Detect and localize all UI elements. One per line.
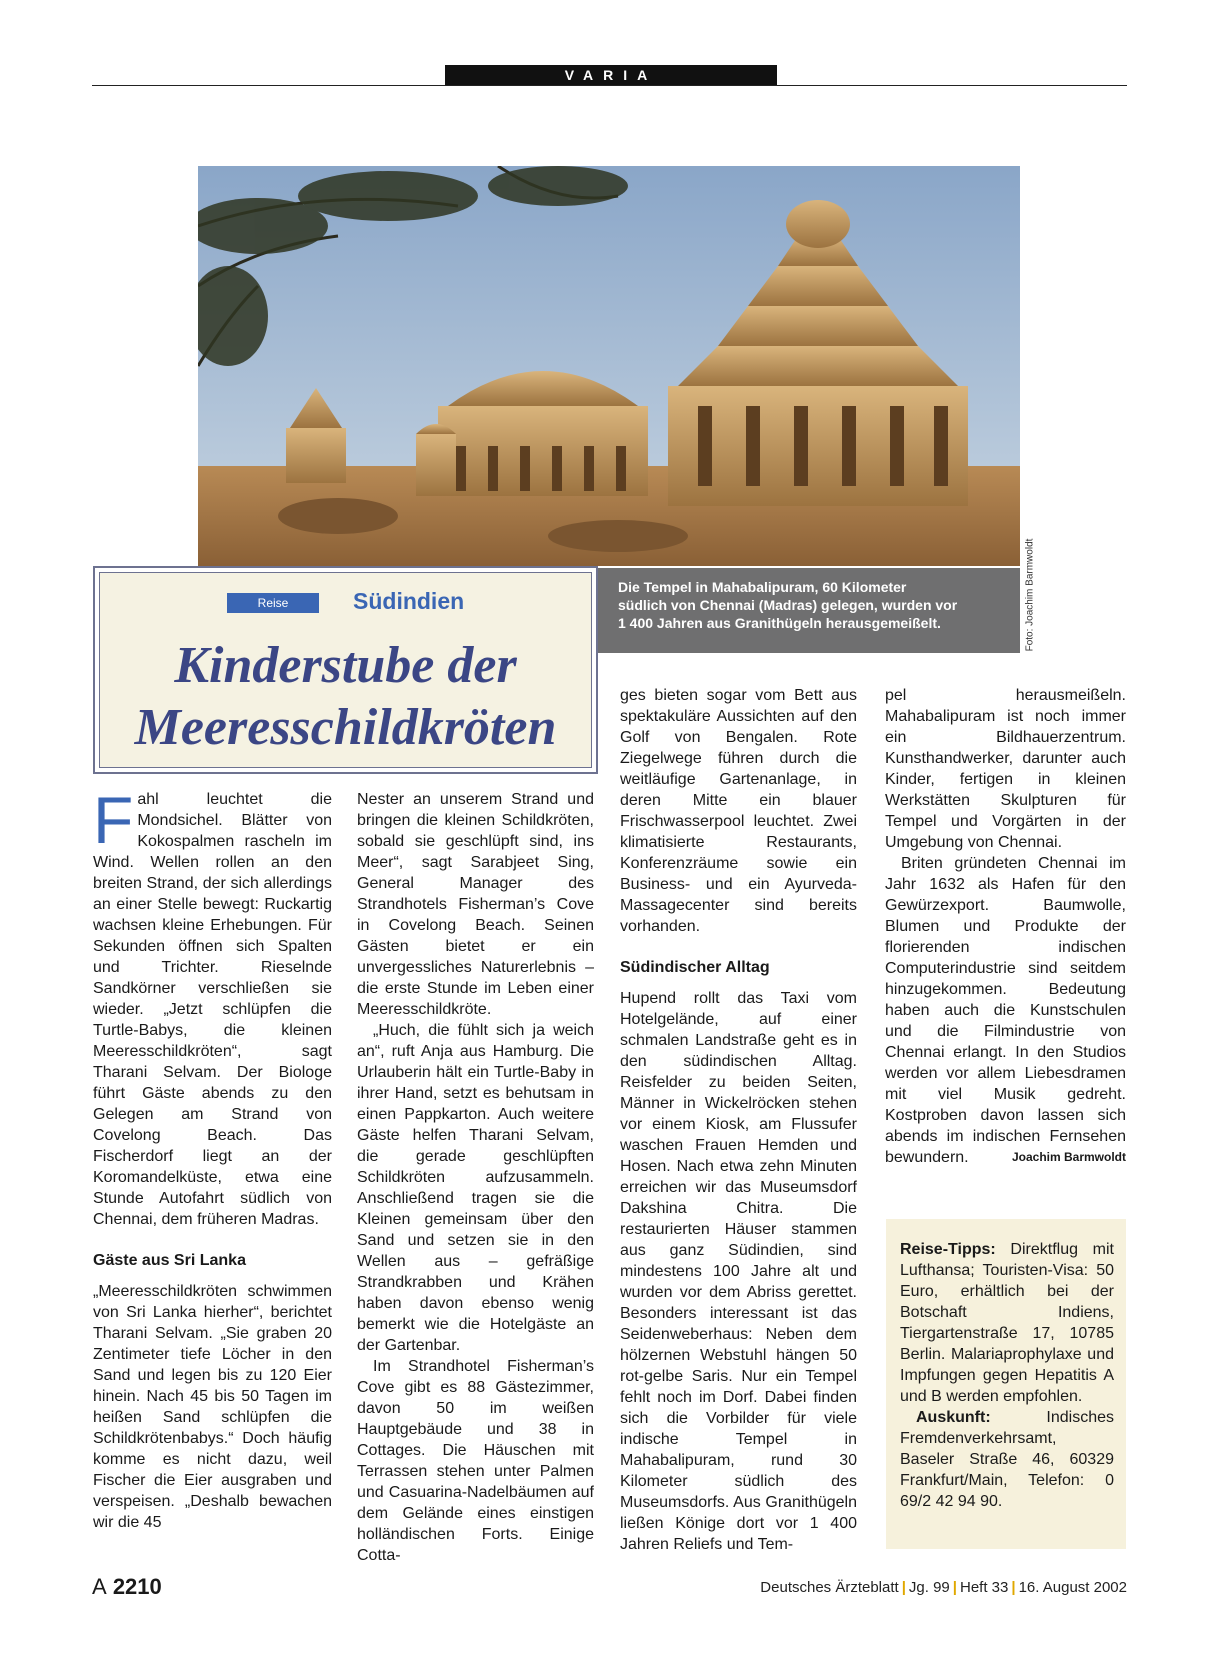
- title-box: [93, 566, 598, 774]
- issue-date: 16. August 2002: [1018, 1579, 1127, 1596]
- paragraph: Nester an unserem Strand und bringen die kleinen Schildkröten, sobald sie geschlüpft sind, ins Meer“, sagt Sarabjeet Sing, General Manager des Strandhotels Fisherman’s Cove in Covelong Beach. Seinen Gästen bietet er ein unvergessliches Naturerlebnis – die erste Stunde im Leben einer Meeresschildkröte.: [357, 791, 594, 1018]
- text-column-1: [93, 783, 332, 1533]
- temple-photo: [198, 166, 1020, 566]
- photo-caption: [596, 568, 1020, 653]
- paragraph: pel herausmeißeln. Mahabalipuram ist noch immer ein Bildhauerzentrum. Kunsthandwerker, darunter auch Kinder, fertigen in kleinen Werkstätten Skulpturen für Tempel und Vorgärten in der Umgebung von Chennai.: [885, 687, 1126, 851]
- footer-citation: Deutsches Ärzteblatt | Jg. 99 | Heft 33 | 16. August 2002: [760, 1579, 1127, 1596]
- paragraph: Hupend rollt das Taxi vom Hotelgelände, auf einer schmalen Landstraße geht es in den südindischen Alltag. Reisfelder zu beiden Seiten, Männer in Wickelröcken stehen vor einem Kiosk, am Flussufer waschen Frauen Hemden und Hosen. Nach etwa zehn Minuten erreichen wir das Museumsdorf Dakshina Chitra. Die restaurierten Häuser stammen aus ganz Südindien, sind mindestens 100 Jahre alt und wurden vor dem Abriss gerettet. Besonders interessant ist das Seidenweberhaus: Neben dem hölzernen Webstuhl hängen 50 rot-gelbe Saris. Nur ein Tempel fehlt noch im Dorf. Dabei finden sich die Vorbilder für viele indische Tempel in Mahabalipuram, rund 30 Kilometer südlich des Museumsdorfs. Aus Granithügeln ließen Könige dort vor 1 400 Jahren Reliefs und Tem-: [620, 990, 857, 1553]
- author-signature: Joachim Barmwoldt: [1011, 1150, 1126, 1164]
- photo-credit: Foto: Joachim Barmwoldt: [1024, 538, 1036, 651]
- subheading: Südindischer Alltag: [620, 959, 770, 976]
- drop-cap: F: [93, 783, 134, 857]
- section-tag: Reise: [227, 593, 319, 613]
- journal-name: Deutsches Ärzteblatt: [760, 1579, 899, 1596]
- subheading: Gäste aus Sri Lanka: [93, 1252, 246, 1269]
- caption-line: südlich von Chennai (Madras) gelegen, wurden vor: [618, 597, 958, 613]
- header-rule: [92, 85, 1127, 86]
- article-subtitle: Südindien: [353, 588, 465, 614]
- paragraph: ahl leuchtet die Mondsichel. Blätter von Kokospalmen rascheln im Wind. Wellen rollen an den breiten Strand, der sich allerdings an einer Stelle bewegt: Ruckartig wachsen kleine Erhebungen. Für Sekunden öffnen sich Spalten und Trichter. Rieselnde Sandkörner verschließen sie wieder. „Jetzt schlüpfen die Turtle-Babys, die kleinen Meeresschildkröten“, sagt Tharani Selvam. Der Biologe führt Gäste abends zu den Gelegen am Strand von Covelong Beach. Das Fischerdorf liegt an der Koromandelküste, etwa eine Stunde Autofahrt südlich von Chennai, dem früheren Madras.: [93, 791, 332, 1228]
- page-number: 2210: [112, 1574, 162, 1599]
- paragraph: Im Strandhotel Fisherman’s Cove gibt es 88 Gästezimmer, davon 50 im weißen Hauptgebäude und 38 in Cottages. Die Häuschen mit Terrassen stehen unter Palmen und Casuarina-Nadelbäumen auf dem Gelände eines einstigen holländischen Forts. Einige Cotta-: [357, 1358, 594, 1564]
- caption-line: Die Tempel in Mahabalipuram, 60 Kilometer: [618, 579, 907, 595]
- paragraph: „Huch, die fühlt sich ja weich an“, ruft Anja aus Hamburg. Die Urlauberin hält ein Turtle-Baby in ihrer Hand, setzt es behutsam in einen Pappkarton. Auch weitere Gäste helfen Tharani Selvam, die gerade geschlüpften Schildkröten aufzusammeln. Anschließend tragen sie die Kleinen gemeinsam über den Sand und setzen sie in den Wellen aus – gefräßige Strandkrabben und Krähen haben davon ebenso wenig bemerkt wie die Hotelgäste an der Gartenbar.: [357, 1022, 594, 1354]
- text-column-4: [885, 685, 1126, 1168]
- text-column-3: [620, 685, 857, 1555]
- issue: Heft 33: [959, 1579, 1009, 1596]
- text-column-2: [357, 789, 594, 1566]
- info-label: Auskunft:: [916, 1409, 991, 1426]
- travel-tips-box: [886, 1219, 1126, 1549]
- paragraph: ges bieten sogar vom Bett aus spektakuläre Aussichten auf den Golf von Bengalen. Rote Ziegelwege führen durch die weitläufige Gartenanlage, in deren Mitte ein blauer Frischwasserpool leuchtet. Zwei klimatisierte Restaurants, Konferenzräume sowie ein Business- und ein Ayurveda-Massagecenter sind bereits vorhanden.: [620, 687, 857, 935]
- page-folio: A 2210: [92, 1574, 162, 1599]
- headline-line: Kinderstube der: [174, 637, 517, 694]
- paragraph: „Meeresschildkröten schwimmen von Sri Lanka hierher“, berichtet Tharani Selvam. „Sie graben 20 Zentimeter tiefe Löcher in den Sand und legen bis zu 120 Eier hinein. Nach 45 bis 50 Tagen im heißen Sand schlüpfen die Schildkrötenbabys.“ Doch häufig komme es nicht dazu, weil Fischer die Eier ausgraben und verspeisen. „Deshalb bewachen wir die 45: [93, 1283, 332, 1531]
- info-paragraph: Auskunft: Indisches Fremdenverkehrsamt, Baseler Straße 46, 60329 Frankfurt/Main, Telefon: 0 69/2 42 94 90.: [900, 1409, 1114, 1510]
- tips-paragraph: Reise-Tipps: Direktflug mit Lufthansa; Touristen-Visa: 50 Euro, erhältlich bei der Botschaft Indiens, Tiergartenstraße 17, 10785 Berlin. Malariaprophylaxe und Impfungen gegen Hepatitis A und B werden empfohlen.: [900, 1241, 1114, 1405]
- paragraph: Briten gründeten Chennai im Jahr 1632 als Hafen für den Gewürzexport. Baumwolle, Blumen und Produkte der florierenden indischen Computerindustrie sind seitdem hinzugekommen. Bedeutung haben auch die Kunstschulen und die Filmindustrie von Chennai erlangt. In den Studios werden vor allem Liebesdramen mit viel Musik gedreht. Kostproben davon lassen sich abends im indischen Fernsehen bewundern. Joachim Barmwoldt: [885, 855, 1126, 1166]
- article-headline: [100, 635, 591, 759]
- headline-line: Meeresschildkröten: [134, 699, 557, 756]
- caption-line: 1 400 Jahren aus Granithügeln herausgemeißelt.: [618, 615, 941, 631]
- section-label: VARIA: [445, 65, 777, 85]
- volume: Jg. 99: [908, 1579, 950, 1596]
- tips-label: Reise-Tipps:: [900, 1241, 996, 1258]
